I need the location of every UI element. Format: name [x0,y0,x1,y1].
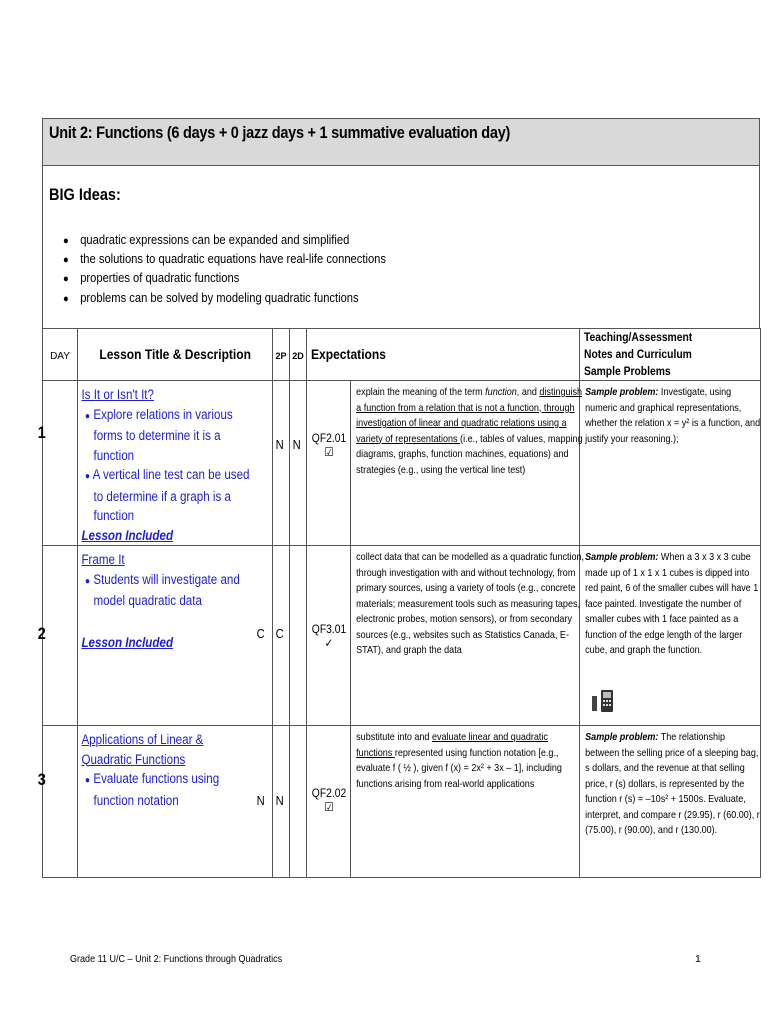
lesson-included-link[interactable]: Lesson Included [81,634,174,650]
lesson-description: Applications of Linear & Quadratic Functions ● Evaluate functions using function notation [81,732,220,808]
big-idea-item: ● quadratic expressions can be expanded and simplified [63,232,350,247]
header-notes: Teaching/Assessment Notes and Curriculum Sample Problems [584,330,693,378]
lesson-included-link[interactable]: Lesson Included [81,527,174,543]
col-2p-value: C [256,626,265,641]
day-number: 2 [37,624,46,643]
col-2d-value: N [275,793,284,808]
col-2p-value: N [256,793,265,808]
table-row [43,726,761,878]
col-2d-value: C [275,626,284,641]
lesson-title-link[interactable]: Frame It [81,552,125,567]
big-ideas-section [42,166,760,328]
unit-title: Unit 2: Functions (6 days + 0 jazz days + 1 summative evaluation day) [49,124,511,142]
sample-problem: Sample problem: Investigate, using numeric and graphical representations, whether the relation x = y² is a function, and justify your reasoning.); [585,386,761,445]
expectation-code: QF2.02 ☑ [311,786,347,814]
lesson-bullet: Evaluate functions using function notation [93,771,220,808]
table-header-row [43,329,761,381]
header-2p: 2P [275,350,287,361]
table-row [43,546,761,726]
lesson-bullet: A vertical line test can be used to determine if a graph is a function [92,467,250,523]
lessons-table [37,328,761,878]
footer-text: Grade 11 U/C – Unit 2: Functions through Quadratics [70,953,283,965]
big-idea-item: ● problems can be solved by modeling quadratic functions [63,290,359,305]
lesson-title-link[interactable]: Is It or Isn't It? [81,387,154,402]
lesson-description: Is It or Isn't It? ● Explore relations in various forms to determine it is a function ● A vertical line test can be used to determine if a graph is a function Lesson Included [81,387,250,543]
header-day: DAY [50,350,70,362]
expectation-text: explain the meaning of the term function, and distinguish a function from a relation that is not a function, through investigation of linear and quadratic relations using a variety of representations (i.e., tables of values, mapping diagrams, graphs, function machines, equations) and strategies (e.g., using the vertical line test) [356,386,583,476]
header-lesson: Lesson Title & Description [99,345,251,362]
lesson-bullet: Students will investigate and model quadratic data [93,571,240,608]
col-2d-value: N [292,437,301,452]
expectation-code: QF3.01 ✓ [311,622,347,650]
expectation-code: QF2.01 ☑ [311,431,347,459]
checkbox-icon: ☑ [324,445,334,459]
col-2p-value: N [275,437,284,452]
big-idea-item: ● properties of quadratic functions [63,270,240,285]
lesson-title-link[interactable]: Applications of Linear & Quadratic Functions [81,732,204,767]
day-number: 1 [37,423,46,442]
sample-problem: Sample problem: When a 3 x 3 x 3 cube made up of 1 x 1 x 1 cubes is dipped into red paint, 6 of the smaller cubes will have 1 face painted. Investigate the number of smaller cubes with 1 face painted as a function of the edge length of the larger cube, and graph the function. [585,551,759,656]
header-expectations: Expectations [311,345,386,362]
sample-problem: Sample problem: The relationship between the selling price of a sleeping bag, s dollars, and the revenue at that selling price, r (s) dollars, is represented by the function r (s) = –10s² + 1500s. Evaluate, interpret, and compare r (29.95), r (60.00), r (75.00), r (90.00), and r (130.00). [585,731,760,836]
checkbox-icon: ☑ [324,800,334,814]
unit-header [42,118,760,166]
expectation-text: substitute into and evaluate linear and quadratic functions represented using function notation [e.g., evaluate f ( ½ ), given f (x) = 2x² + 3x – 1], including functions arising from real-world applications [356,731,562,790]
calculator-icon [590,688,610,712]
big-ideas-title: BIG Ideas: [49,186,121,204]
page-number: 1 [695,953,701,965]
big-idea-item: ● the solutions to quadratic equations have real-life connections [63,251,386,266]
expectation-text: collect data that can be modelled as a quadratic function, through investigation with and without technology, from primary sources, using a variety of tools (e.g., concrete materials; measurement tools such as measuring tapes, electronic probes, motion sensors), or from secondary sources (e.g., websites such as Statistics Canada, E-STAT), and graph the data [356,551,585,656]
lesson-description: Frame It ● Students will investigate and model quadratic data Lesson Included [81,552,240,650]
lesson-bullet: Explore relations in various forms to determine it is a function [93,406,233,463]
day-number: 3 [37,770,46,789]
checkmark-icon: ✓ [324,636,334,650]
table-row [43,381,761,546]
header-2d: 2D [292,350,304,361]
